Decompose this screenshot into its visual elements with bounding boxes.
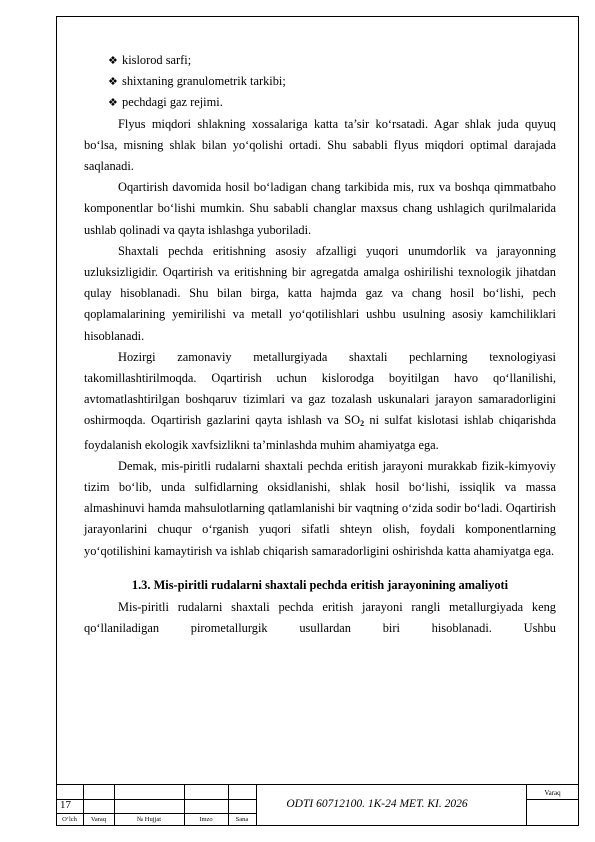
paragraph-2: Oqartirish davomida hosil bo‘ladigan chang tarkibida mis, rux va boshqa qimmatbaho komponentlar bo‘lishi mumkin. Shu sababli changlar maxsus chang ushlagich qurilmalarida ushlab qolinadi va qayta ishlashga yuboriladi.: [84, 180, 556, 237]
col-varaq: Varaq: [90, 816, 107, 823]
paragraph-4: Hozirgi zamonaviy metallurgiyada shaxtali pechlarning texnologiyasi takomillashtirilmoqda. Oqartirish uchun kislorodga boyitilgan havo qo‘llanilishi, avtomatlashtirilgan boshqaruv tizimlari va gaz tozalash uskunalari jarayon samaradorligini oshirmoqda. Oqartirish gazlarini qayta ishlash va $SO_2$ ni sulfat kislotasi ishlab chiqarishda foydalanish ekologik xavfsizlikni ta’minlashda muhim ahamiyatga ega.: [84, 349, 557, 452]
col-ozh: O‘lch: [62, 816, 77, 823]
col-sana: Sana: [235, 816, 249, 823]
paragraph-5: Demak, mis-piritli rudalarni shaxtali pechda eritish jarayoni murakkab fizik-kimyoviy tizim bo‘lib, unda sulfidlarning oksidlanishi, shlak hosil bo‘lishi, issiqlik va massa almashinuvi hamda mahsulotlarning qatlamlanishi bir vaqtning o‘zida sodir bo‘ladi. Oqartirish jarayonlarini chuqur o‘rganish yuqori sifatli shteyn olish, foydali komponentlarning yo‘qotilishini kamaytirish va ishlab chiqarish samaradorligini oshirishda katta ahamiyatga ega.: [84, 458, 556, 558]
diamond-bullet-icon: ❖: [108, 54, 118, 67]
section-heading: 1.3. Mis-piritli rudalarni shaxtali pechda eritish jarayonining amaliyoti: [131, 577, 509, 592]
diamond-bullet-icon: ❖: [108, 96, 118, 110]
page-number: 17: [60, 799, 71, 811]
list-item: ❖ shixtaning granulometrik tarkibi;: [84, 71, 556, 92]
paragraph-3: Shaxtali pechda eritishning asosiy afzalligi yuqori unumdorlik va jarayonning uzluksizligidir. Oqartirish va eritishning bir agregatda amalga oshirilishi texnologik jihatdan qulay hisoblanadi. Shu bilan birga, katta hajmda gaz va chang hosil bo‘lishi, pech qoplamalarining yemirilishi va metall yo‘qotilishlari ushbu usulning asosiy kamchiliklari hisoblanadi.: [84, 243, 556, 343]
col-imzo: Imzo: [199, 816, 213, 823]
list-item: ❖ kislorod sarfi;: [84, 50, 556, 71]
document-code: ODTI 60712100. 1K-24 MET. KI. 2026: [286, 798, 468, 810]
list-item: ❖ pechdagi gaz rejimi.: [84, 92, 556, 113]
diamond-bullet-icon: ❖: [108, 75, 118, 89]
col-hujjat: № Hujjat: [136, 816, 162, 823]
page-content: [84, 50, 556, 639]
sheet-label: Varaq: [544, 789, 561, 797]
paragraph-6: Mis-piritli rudalarni shaxtali pechda eritish jarayoni rangli metallurgiyada keng qo‘llaniladigan pirometallurgik usullardan biri hisoblanadi. Ushbu: [84, 599, 556, 636]
paragraph-1: Flyus miqdori shlakning xossalariga katta ta’sir ko‘rsatadi. Agar shlak juda quyuq bo‘lsa, misning shlak bilan yo‘qolishi ortadi. Shu sababli flyus miqdori optimal darajada saqlanadi.: [84, 116, 556, 173]
title-block: [56, 784, 579, 826]
